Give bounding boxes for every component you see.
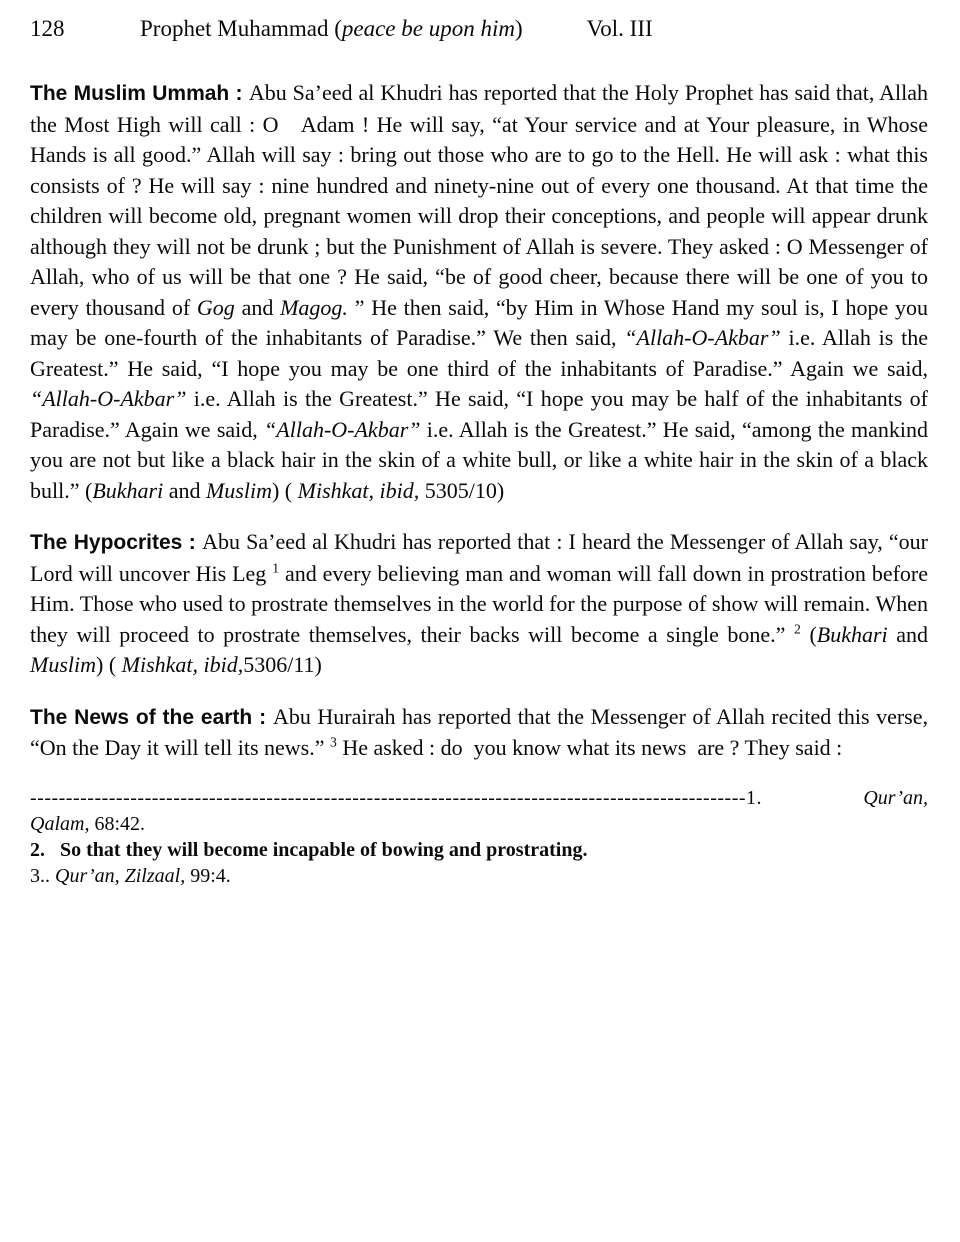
text-run: Abu Hurairah has reported that the Messenger of Allah recited this verse, “On the Day it will tell its news.” xyxy=(30,703,928,760)
text-run: and every believing man and woman will fall down in prostration before Him. Those who used to prostrate themselves in the world for the purpose of show will remain. When they will proceed to prostrate themselves, their backs will become a single bone.” xyxy=(30,560,929,647)
footnote-line-2 xyxy=(30,837,928,863)
text-run: Magog. xyxy=(280,294,355,320)
text-run: Bukhari xyxy=(816,621,888,647)
text-run: ” He then said, “by Him in Whose Hand my soul is, I hope you may be one-fourth of the inhabitants of Paradise.” We then said, xyxy=(30,294,929,350)
text-run: i.e. Allah is the Greatest.” He said, “I hope you may be half of the inhabitants of Paradise.” Again we said, xyxy=(30,386,928,442)
text-run: i.e. Allah is the Greatest.” He said, “among the mankind you are not but like a black hair in the skin of a white bull, or like a white hair in the skin of a black bull.” ( xyxy=(30,416,929,503)
text-run: 5306/11) xyxy=(243,652,322,677)
text-run: 2. So that they will become incapable of bowing and prostrating. xyxy=(30,838,588,861)
footnote-separator-dashes: ----------------------------------------------------------------------------------------------------1. xyxy=(30,786,763,809)
text-run: peace be upon him xyxy=(341,16,515,41)
text-run: The News of the earth : xyxy=(30,705,273,729)
text-run: “Allah-O-Akbar” xyxy=(264,416,421,442)
footnote-separator xyxy=(30,785,928,811)
footnote-line-1 xyxy=(30,811,928,837)
paragraph-hypocrites xyxy=(30,527,928,681)
text-run: Qalam, xyxy=(30,812,90,835)
footnote-1-source: Qur’an, xyxy=(863,786,928,809)
text-run: 2 xyxy=(794,621,801,637)
text-run: ) xyxy=(514,16,523,41)
page-number: 128 xyxy=(30,16,65,41)
text-run: ) ( xyxy=(96,652,122,677)
text-run: Bukhari xyxy=(92,477,164,503)
text-run: Abu Sa’eed al Khudri has reported that the Holy Prophet has said that, Allah the Most High will call : O Adam ! He will say, “at Your service and at Your pleasure, in Whose Hands is all good.” Allah will say : bring out those who are to go to the Hell. He will ask : what this consists of ? He will say : nine hundred and ninety-nine out of every one thousand. At that time the children will become old, pregnant women will drop their conceptions, and people will appear drunk although they will not be drunk ; but the Punishment of Allah is severe. They asked : O Messenger of Allah, who of us will be that one ? He said, “be of good cheer, because there will be one of you to every thousand of xyxy=(30,80,928,320)
text-run: Prophet Muhammad ( xyxy=(140,16,342,41)
text-run: 99:4. xyxy=(185,864,231,887)
text-run: Muslim xyxy=(205,477,272,503)
text-run: and xyxy=(887,621,929,647)
text-run: i.e. Allah is the Greatest.” He said, “I hope you may be one third of the inhabitants of Paradise.” Again we said, xyxy=(30,325,929,381)
text-run: 3.. xyxy=(30,864,55,887)
text-run: 1 xyxy=(272,560,280,576)
text-run: and xyxy=(163,477,206,503)
text-run: Abu Sa’eed al Khudri has reported that : I heard the Messenger of Allah say, “our Lord will uncover His Leg xyxy=(30,529,928,586)
text-run: ) ( xyxy=(271,477,298,503)
text-run: and xyxy=(234,294,281,320)
text-run: “Allah-O-Akbar” xyxy=(30,386,187,411)
volume-label: Vol. III xyxy=(586,16,653,41)
paragraph-news-of-earth xyxy=(30,702,928,764)
text-run: “Allah-O-Akbar” xyxy=(624,325,781,350)
text-run: Qur’an, Zilzaal, xyxy=(55,864,186,887)
text-run: Muslim xyxy=(30,652,96,677)
paragraph-muslim-ummah xyxy=(30,78,928,506)
book-title xyxy=(140,16,523,42)
text-run: The Hypocrites : xyxy=(30,531,203,554)
footnotes-section xyxy=(30,785,928,889)
text-run: Mishkat, ibid, xyxy=(121,652,244,677)
text-run: 68:42. xyxy=(89,812,146,835)
page-header xyxy=(30,16,928,42)
text-run: 5305/10) xyxy=(419,477,505,503)
text-run: 3 xyxy=(330,734,337,750)
footnote-line-3 xyxy=(30,863,928,889)
text-run: ( xyxy=(800,621,817,647)
text-run: He asked : do you know what its news are ? They said : xyxy=(336,735,843,760)
text-run: Gog xyxy=(196,294,235,320)
text-run: Mishkat, ibid, xyxy=(297,477,420,503)
text-run: The Muslim Ummah : xyxy=(30,82,249,105)
